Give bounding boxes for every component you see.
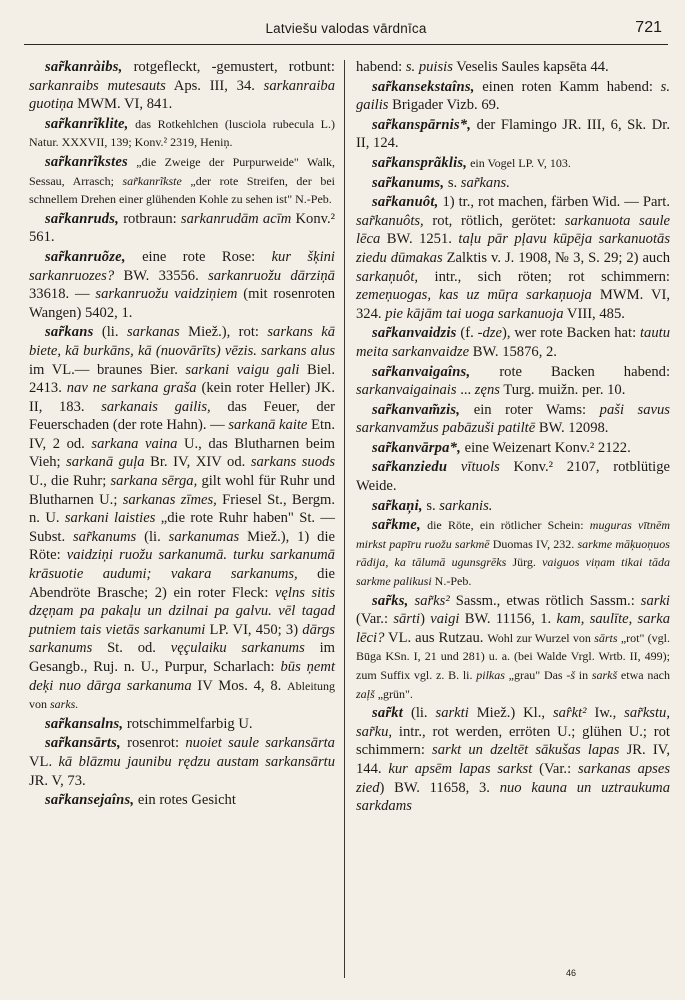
example-text: sar̃kans. <box>460 174 510 191</box>
definition-text: (mit rosenroten Wangen) 5402, 1. <box>29 286 335 321</box>
example-text: vęçulaiku sarkanums <box>170 640 305 657</box>
definition-text: LP. VI, 450; 3) <box>205 621 303 638</box>
definition-text: das Rotkehlchen (lusciola rubecula L.) Natur. XXXVII, 139; Konv.² 2319, Heniņ. <box>29 116 335 150</box>
entry-headword: sar̃kanràibs, <box>45 59 123 75</box>
definition-text: (li. <box>403 705 436 722</box>
dictionary-entry <box>356 58 670 77</box>
dictionary-entry <box>356 401 670 438</box>
definition-text: „grün". <box>374 686 413 701</box>
definition-text: BW. 11156, 1. <box>459 611 557 628</box>
definition-text: „rot" (vgl. Būga KSn. I, 21 und 281) u. a. (bei Walde Vrgl. Wrtb. II, 499); zum Suffix vgl. z. B. li. <box>356 630 671 682</box>
definition-text: Brigader Vizb. 69. <box>388 97 500 114</box>
entry-headword: sar̃kanrĩkstes <box>45 153 128 170</box>
definition-text: die Abendröte Brasche; 2) ein roter Fleck: <box>29 566 335 601</box>
dictionary-entry <box>29 323 335 713</box>
entry-headword: sar̃kanuôt, <box>372 194 439 211</box>
definition-text: rosenrot: <box>120 735 186 752</box>
dictionary-entry <box>356 497 670 516</box>
example-text: sarkti <box>435 705 469 722</box>
example-text: sar̃ks² <box>414 592 450 609</box>
dictionary-entry <box>356 363 670 400</box>
definition-text: (li. <box>136 528 169 545</box>
dictionary-entry <box>29 791 335 810</box>
definition-text: einen roten Kamm habend: <box>474 78 661 95</box>
definition-text: Etn. IV, 2 od. <box>29 417 335 452</box>
definition-text: BW. 15876, 2. <box>469 343 557 360</box>
example-text: sarkanuota saule lēca <box>356 212 670 248</box>
example-text: zęns <box>474 382 500 399</box>
definition-text: ... <box>456 382 475 399</box>
definition-text: ein Vogel LP. V, 103. <box>467 155 571 170</box>
example-text: sarkana sērga, <box>110 473 198 490</box>
definition-text: (kein roter Heller) JK. II, 183. <box>29 380 335 415</box>
example-text: sārts <box>594 630 618 645</box>
definition-text: in <box>575 668 592 682</box>
definition-text: ein roter Wams: <box>460 401 600 418</box>
definition-text: Biel. 2413. <box>29 361 335 397</box>
definition-text: 33618. — <box>29 286 96 303</box>
definition-text: St. od. <box>92 640 171 657</box>
definition-text: etwa nach <box>617 668 670 682</box>
entry-headword: sar̃kanruõze, <box>45 248 126 265</box>
dictionary-entry <box>356 78 670 115</box>
example-text: dārgs sarkanums <box>29 621 335 657</box>
definition-text: VL. <box>29 753 59 770</box>
example-text: sarkans suods <box>250 454 336 471</box>
entry-headword: sar̃kme, <box>372 517 421 534</box>
definition-text: BW. 12098. <box>535 420 609 437</box>
column-divider <box>344 60 345 978</box>
dictionary-entry <box>29 715 335 734</box>
definition-text: intr., sich röten; rot schimmern: <box>418 268 670 285</box>
definition-text: ein rotes Gesicht <box>134 792 236 809</box>
example-text: vītuols <box>460 459 500 476</box>
example-text: zaļš <box>356 686 375 701</box>
example-text: pilkas <box>476 668 505 682</box>
definition-text: Konv.² 561. <box>29 210 335 246</box>
example-text: sarkanis. <box>439 497 493 514</box>
example-text: sar̃kstu, sar̃ku, <box>356 705 670 740</box>
definition-text: Miež.) Kl., <box>468 705 553 722</box>
example-text: sarks. <box>50 697 79 712</box>
definition-text: eine Weizenart Konv.² 2122. <box>460 439 631 456</box>
definition-text: der Flamingo JR. III, 6, Sk. Dr. II, 124. <box>356 116 670 152</box>
example-text: sar̂kt² <box>552 705 587 722</box>
dictionary-entry <box>29 58 335 114</box>
example-text: sarkanas zīmes, <box>122 491 217 508</box>
dictionary-entry <box>356 193 670 323</box>
example-text: tautu meita sarkanvaidze <box>356 325 670 360</box>
definition-text: Turg. muižn. per. 10. <box>499 382 626 399</box>
example-text: muguras vītnēm mirkst papīru ruožu sarkmē <box>356 518 670 551</box>
example-text: sarkme māķuoņuos rādija, ka tālumā ugunsgrēks <box>356 536 670 570</box>
definition-text <box>447 459 461 475</box>
definition-text: habend: <box>356 59 406 75</box>
definition-text: Friesel St., Bergm. n. U. <box>29 491 335 527</box>
definition-text: Aps. III, 34. <box>165 77 264 94</box>
definition-text: (f. <box>456 325 478 342</box>
entry-headword: sar̃kt <box>372 705 404 722</box>
dictionary-entry <box>356 116 670 153</box>
example-text: būs ņemt deķi nuo dārga sarkanuma <box>29 659 335 694</box>
example-text: vaigi <box>430 611 460 628</box>
dictionary-entry <box>356 439 670 458</box>
dictionary-entry <box>29 153 335 209</box>
definition-text: ) <box>420 611 431 628</box>
definition-text: (Var.: <box>532 760 578 777</box>
right-column <box>356 58 670 817</box>
page-header <box>24 18 668 45</box>
example-text: sarkanrudām acīm <box>180 210 292 227</box>
definition-text: rot, rötlich, gerötet: <box>423 212 565 229</box>
definition-text: s. <box>422 497 440 514</box>
example-text: sar̃kanuôts, <box>356 212 424 229</box>
entry-headword: sar̃kanruds, <box>45 210 119 227</box>
example-text: s. gailis <box>356 78 670 114</box>
definition-text: intr., rot werden, erröten U.; glühen U.; rot schimmern: <box>356 723 670 759</box>
definition-text: Veselis Saules kapsēta 44. <box>452 59 609 75</box>
definition-text: die Röte, ein rötlicher Schein: <box>420 518 590 533</box>
example-text: sarkaņuôt, <box>356 268 419 285</box>
example-text: sarkanraibs mutesauts <box>29 77 166 94</box>
entry-headword: sar̃kansprãklis, <box>372 154 468 171</box>
definition-text: Br. IV, XIV od. <box>144 454 251 471</box>
example-text: sarkš <box>591 668 618 682</box>
signature-mark: 46 <box>566 968 577 978</box>
example-text: sarkani vaigu gali <box>185 361 300 378</box>
example-text: sarkanā kaite <box>228 417 308 434</box>
example-text: s. puisis <box>405 59 453 75</box>
definition-text: MWM. VI, 841. <box>73 96 173 113</box>
example-text: sarkanraiba guotiņa <box>29 77 335 113</box>
definition-text: Sassm., etwas rötlich Sassm.: <box>449 592 641 609</box>
example-text: -š <box>566 668 576 682</box>
example-text: kam, saulīte, sarka lēci? <box>356 611 670 646</box>
entry-headword: sar̃kansalns, <box>45 715 124 732</box>
definition-text: JR. V, 73. <box>29 772 86 789</box>
definition-text: im Gesangb., Ruj. n. U., Purpur, Scharlach: <box>29 640 335 675</box>
dictionary-entry <box>29 115 335 152</box>
entry-headword: sar̃kansārts, <box>45 735 121 752</box>
definition-text: rotbraun: <box>119 210 181 227</box>
definition-text: U., das Blutharnen beim Vieh; <box>29 435 335 471</box>
dictionary-entry <box>356 324 670 361</box>
entry-headword: sar̃kanrĩklite, <box>45 115 129 132</box>
dictionary-entry <box>356 516 670 590</box>
definition-text: (Var.: <box>356 611 394 628</box>
definition-text: VIII, 485. <box>563 305 625 322</box>
entry-headword: sar̃kanums, <box>372 174 445 191</box>
example-text: zemeņuogas, kas uz mūŗa sarkaņuoja <box>356 287 592 304</box>
definition-text: gilt wohl für Ruhr und Blutharnen U.; <box>29 473 335 508</box>
definition-text: rotschimmelfarbig U. <box>123 715 253 732</box>
definition-text: „der rote Streifen, der bei schnellem Drehen einer glühenden Kohle zu sehen ist" N.-Peb. <box>29 173 335 207</box>
example-text: paši savus sarkanvamžus pabāzuši patiltē <box>356 401 670 437</box>
definition-text: ) BW. 11658, 3. <box>379 779 500 796</box>
example-text: sarkanruožu dārziņā <box>208 267 335 284</box>
definition-text: eine rote Rose: <box>125 248 272 265</box>
running-title: Latviešu valodas vārdnīca <box>265 21 427 36</box>
left-column <box>29 58 335 811</box>
definition-text: BW. 33556. <box>114 267 209 284</box>
example-text: kā blāzmu jaunibu rędzu austam sarkansārtu <box>58 753 335 770</box>
definition-text: rote Backen habend: <box>470 363 670 380</box>
example-text: sarkani laisties <box>64 510 156 527</box>
example-text: vaidziņi ruožu sarkanumā. turku sarkanumā krāsuotie audumi; vakara sarkanums, <box>29 547 335 583</box>
example-text: sarkanais gailis, <box>101 398 211 415</box>
entry-headword: sar̃kansejaîns, <box>45 792 135 809</box>
definition-text: (li. <box>93 324 127 341</box>
definition-text: ), wer rote Backen hat: <box>501 325 640 342</box>
example-text: kur šķini sarkanruozes? <box>29 248 335 284</box>
example-text: pie kājām tai uoga sarkanuoja <box>385 305 564 322</box>
entry-headword: sar̃kanspārnis*, <box>372 116 472 133</box>
dictionary-entry <box>356 154 670 173</box>
definition-text: MWM. VI, 324. <box>356 287 670 322</box>
example-text: sarkanruožu vaidziņiem <box>95 286 238 303</box>
definition-text: Miež.), 1) die Röte: <box>29 528 335 564</box>
definition-text: Iw., <box>586 705 625 722</box>
definition-text: 1) tr., rot machen, färben Wid. — Part. <box>438 194 670 211</box>
example-text: sar̃kanums <box>72 528 137 545</box>
example-text: vęlns sitis dzęņam pa pakaļu un dzilnai pa galvu. vēl tagad putniem tais vietās sarkanumi <box>29 584 335 638</box>
definition-text: IV Mos. 4, 8. <box>191 677 288 694</box>
example-text: -dze <box>477 325 502 342</box>
entry-headword: sar̃kanvam̃zis, <box>372 401 461 418</box>
entry-headword: sar̃ks, <box>372 592 409 609</box>
definition-text: das Feuer, der Feuerschaden (der rote Hahn). — <box>29 398 335 434</box>
definition-text: Konv.² 2107, rotblütige Weide. <box>356 459 670 495</box>
page-number: 721 <box>635 19 662 36</box>
entry-headword: sar̃kanvaidzis <box>372 325 457 342</box>
example-text: nuo kauna un uztraukuma sarkdams <box>356 779 670 815</box>
entry-headword: sar̃kaņi, <box>372 497 423 514</box>
example-text: sarki <box>640 592 670 609</box>
entry-headword: sar̃kanvārpa*, <box>372 439 461 456</box>
example-text: sarkanas apses zied <box>356 760 670 796</box>
definition-text: „die Zweige der Purpurweide" Walk, Sessau, Arrasch; <box>29 154 335 188</box>
entry-headword: sar̃kanvaigaîns, <box>372 363 471 380</box>
example-text: sarkanvaigainais <box>356 382 457 399</box>
example-text: sarkana vaina <box>91 435 178 452</box>
example-text: sarkanumas <box>168 528 240 545</box>
definition-text: JR. IV, 144. <box>356 742 670 777</box>
entry-headword: sar̃kans <box>45 324 94 341</box>
definition-text: Ableitung von <box>29 678 336 712</box>
example-text: nuoiet saule sarkansārta <box>185 735 335 752</box>
definition-text: U., die Ruhr; <box>29 473 111 490</box>
dictionary-entry <box>356 174 670 193</box>
definition-text: BW. 1251. <box>380 231 459 248</box>
example-text: sarkans kā biete, kā burkāns, kā (nuovārīts) vēzis. sarkans alus <box>29 324 335 359</box>
definition-text: rotgefleckt, -gemustert, rotbunt: <box>122 59 335 75</box>
example-text: vaiguos viņam tikai tāda sarkme palikusi <box>356 555 670 589</box>
dictionary-entry <box>356 458 670 495</box>
definition-text: „grau" Das <box>504 668 567 682</box>
definition-text: Duomas IV, 232. <box>489 536 578 551</box>
definition-text: Wohl zur Wurzel von <box>487 630 595 645</box>
definition-text: Miež.), rot: <box>179 324 268 341</box>
definition-text: im VL.— braunes Bier. <box>29 361 186 378</box>
entry-headword: sar̃kanziedu <box>372 459 448 476</box>
example-text: nav ne sarkana graša <box>66 380 197 397</box>
dictionary-entry <box>356 592 670 704</box>
dictionary-entry <box>356 704 670 816</box>
dictionary-entry <box>29 734 335 790</box>
definition-text: N.-Peb. <box>431 574 472 589</box>
example-text: kur apsēm lapas sarkst <box>388 760 533 777</box>
dictionary-entry <box>29 210 335 247</box>
definition-text: „die rote Ruhr haben" St. — Subst. <box>29 510 336 545</box>
example-text: sarkanas <box>126 324 180 341</box>
dictionary-entry <box>29 248 335 322</box>
example-text: sarkanā guļa <box>66 454 145 471</box>
example-text: taļu pār pļavu kūpēja sarkanuotās ziedu dūmakas <box>356 231 670 266</box>
example-text: sar̃kanrĩkste <box>122 173 182 188</box>
definition-text: s. <box>444 174 461 191</box>
example-text: sārti <box>393 611 421 628</box>
entry-headword: sar̃kansekstaîns, <box>372 78 475 95</box>
definition-text: VL. aus Rutzau. <box>384 629 488 646</box>
definition-text: Zalktis v. J. 1908, № 3, S. 29; 2) auch <box>442 249 670 266</box>
definition-text: Jürg. <box>506 555 543 570</box>
example-text: sarkt un dzeltēt sākušas lapas <box>432 742 620 759</box>
